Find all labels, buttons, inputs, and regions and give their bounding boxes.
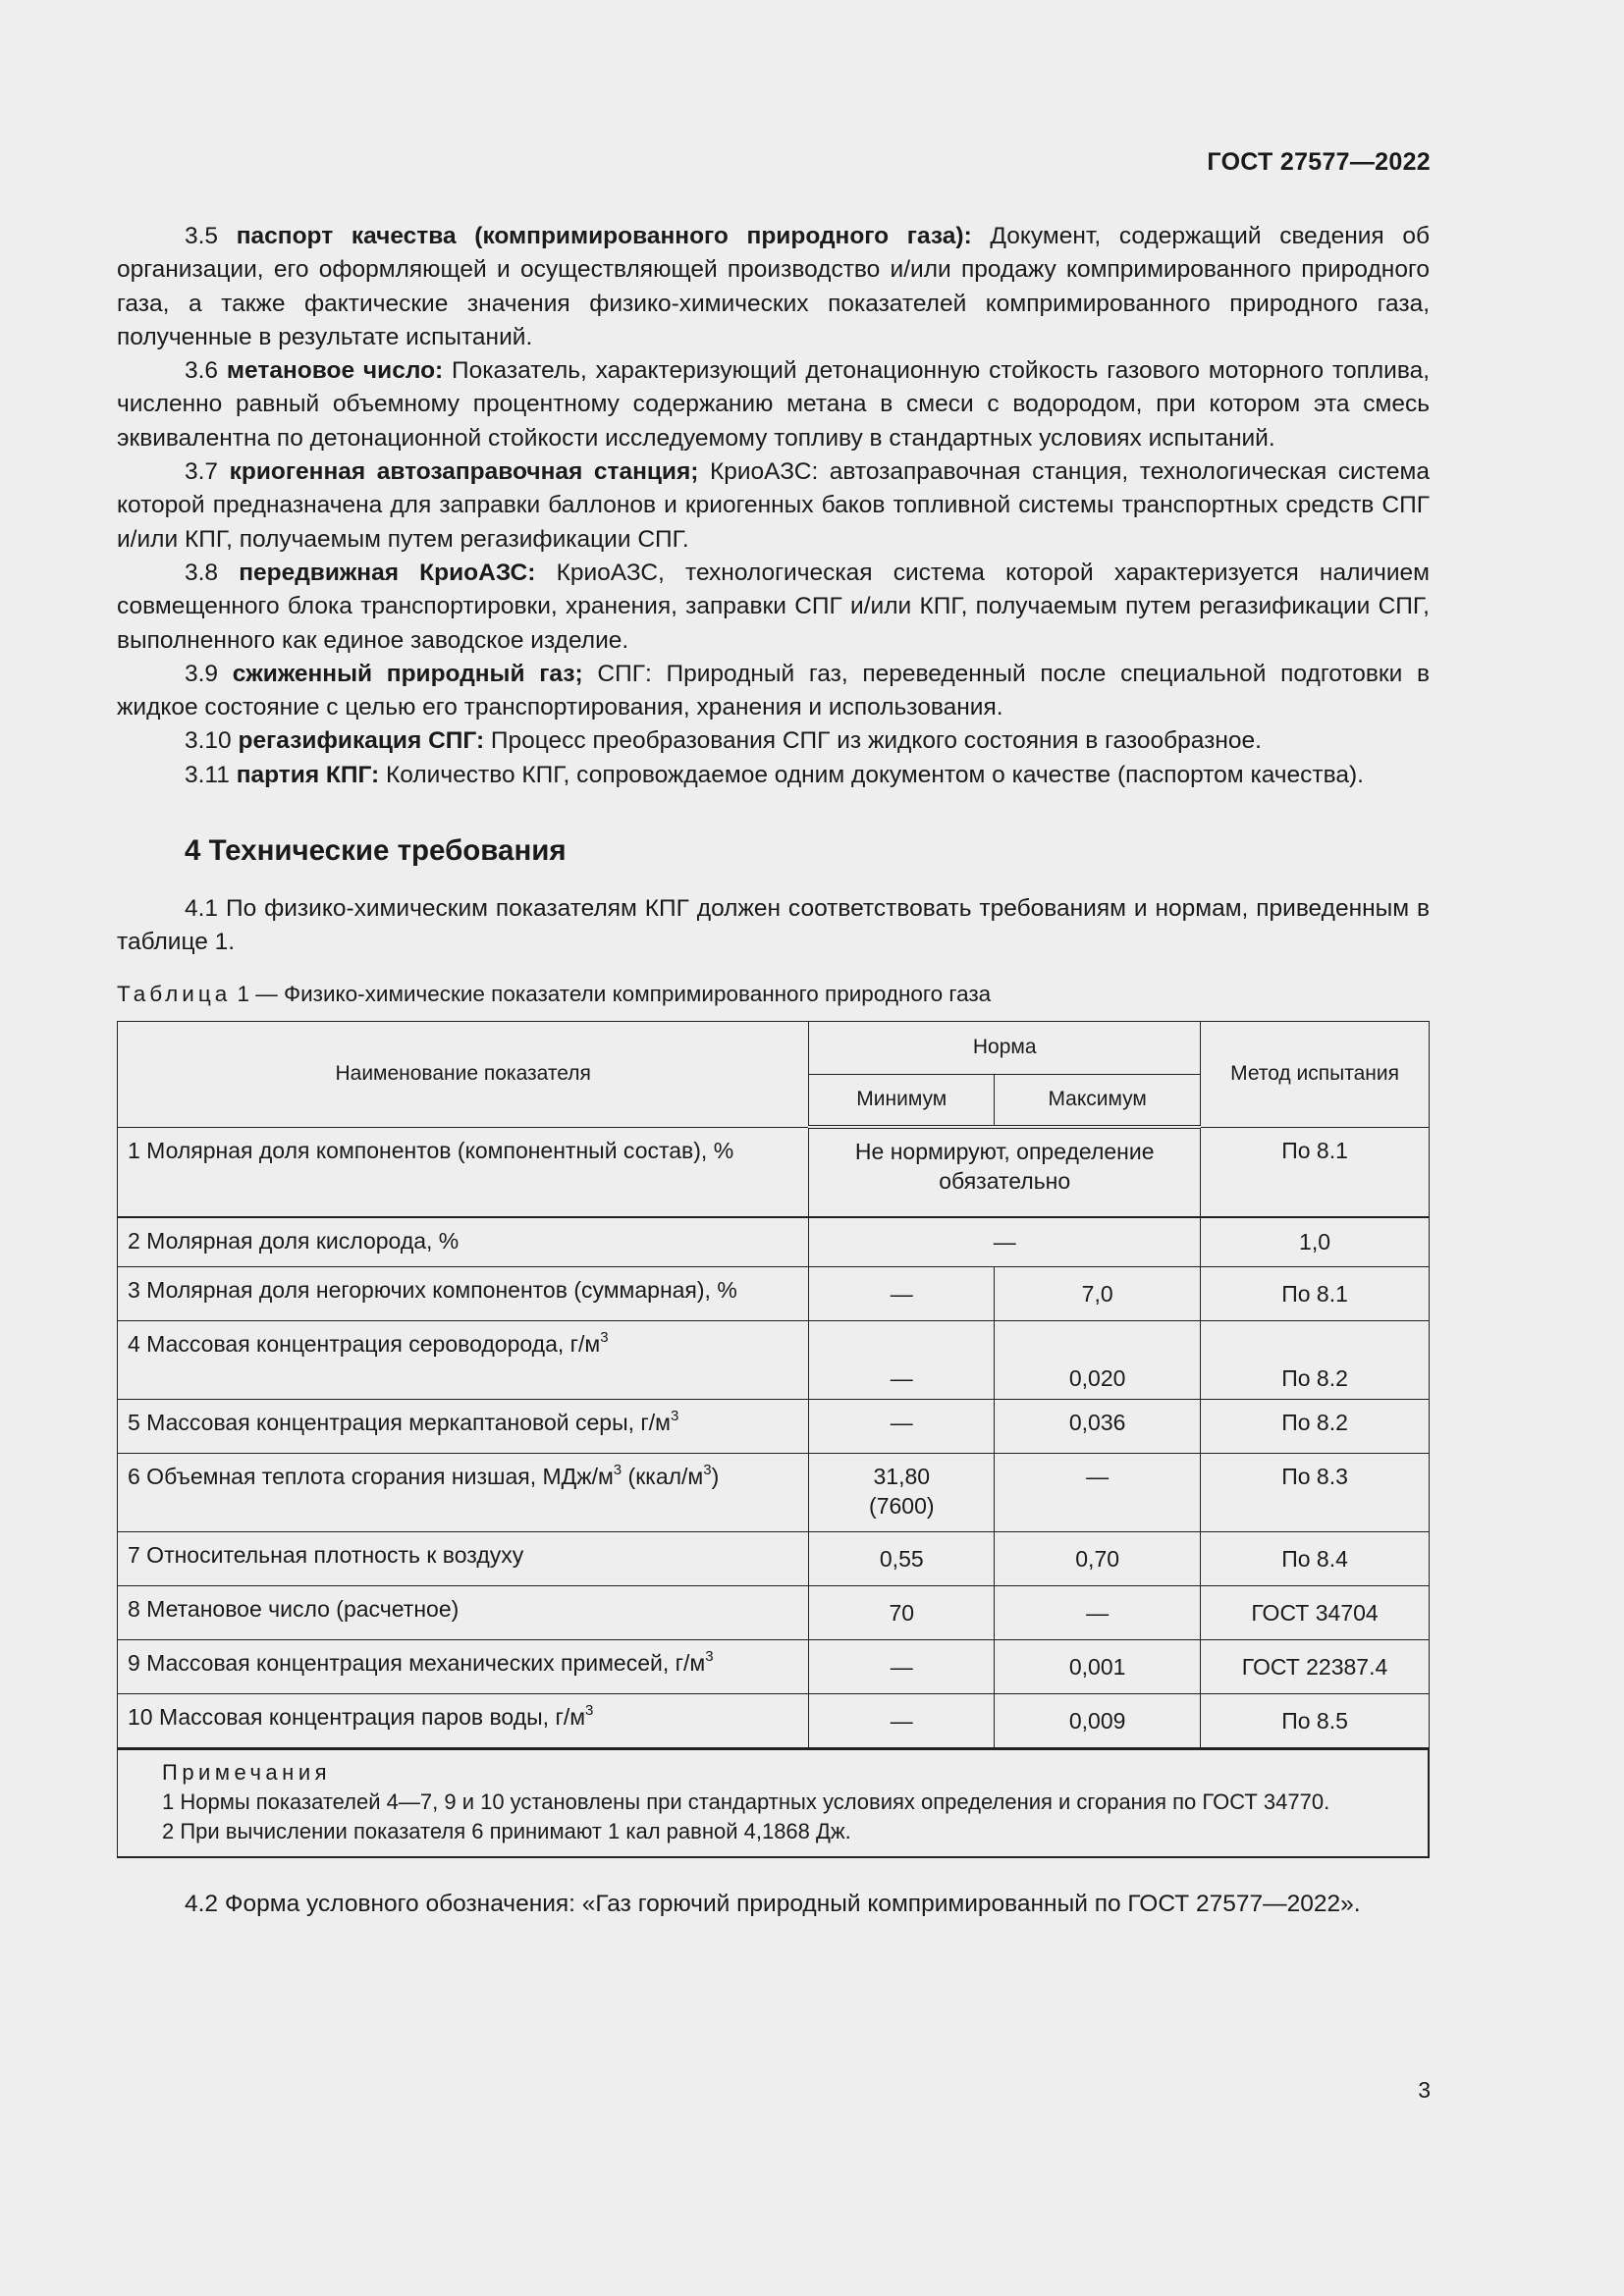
definition-term: криогенная автозаправочная станция; bbox=[229, 458, 699, 486]
definition-number: 3.7 bbox=[185, 458, 219, 486]
cell-min-value-line2: (7600) bbox=[869, 1492, 935, 1519]
page-content bbox=[117, 220, 1430, 1921]
cell-name bbox=[118, 1399, 809, 1453]
table-row bbox=[118, 1266, 1430, 1320]
unit-superscript: 3 bbox=[671, 1407, 679, 1424]
definition-term: сжиженный природный газ; bbox=[232, 660, 583, 687]
cell-method: 1,0 bbox=[1201, 1217, 1430, 1266]
cell-name-text: 4 Массовая концентрация сероводорода, г/м bbox=[128, 1330, 601, 1357]
cell-name bbox=[118, 1693, 809, 1747]
definition-text: Показатель, характеризующий детонационную стойкость газового моторного топлива, численно равный объемному процентному содержанию метана в смеси с водородом, при котором эта смесь эквивалентна по детонационной стойкости исследуемому топливу в стандартных условиях испытаний. bbox=[117, 357, 1431, 452]
definition-number: 3.6 bbox=[185, 357, 219, 385]
cell-min: 0,55 bbox=[809, 1531, 995, 1585]
cell-name-text: 6 Объемная теплота сгорания низшая, МДж/м bbox=[128, 1463, 614, 1489]
header-test-method: Метод испытания bbox=[1201, 1021, 1430, 1127]
table-row bbox=[118, 1531, 1430, 1585]
cell-max: 0,009 bbox=[995, 1693, 1201, 1747]
cell-max: 7,0 bbox=[995, 1266, 1201, 1320]
cell-method: ГОСТ 34704 bbox=[1201, 1585, 1430, 1639]
cell-norm-merged: Не нормируют, определение обязательно bbox=[809, 1127, 1201, 1217]
cell-max: — bbox=[995, 1453, 1201, 1531]
header-norm: Норма bbox=[809, 1021, 1201, 1074]
note-item: 1 Нормы показателей 4—7, 9 и 10 установлены при стандартных условиях определения и сгорания по ГОСТ 34770. bbox=[162, 1789, 1330, 1814]
definition-term: регазификация СПГ: bbox=[238, 727, 485, 755]
cell-name-text: 9 Массовая концентрация механических примесей, г/м bbox=[128, 1649, 706, 1676]
cell-norm-merged: — bbox=[809, 1217, 1201, 1266]
section-title: 4 Технические требования bbox=[185, 834, 567, 868]
definition-text: КриоАЗС, технологическая система которой характеризуется наличием совмещенного блока транспортировки, хранения, заправки СПГ и/или КПГ, получаемым путем регазификации СПГ, выполненного как единое заводское изделие. bbox=[117, 559, 1430, 654]
cell-method: По 8.5 bbox=[1201, 1693, 1430, 1747]
cell-method: По 8.2 bbox=[1201, 1399, 1430, 1453]
cell-method: По 8.3 bbox=[1201, 1453, 1430, 1531]
page-number: 3 bbox=[1418, 2077, 1431, 2103]
definitions-list bbox=[117, 220, 1430, 792]
requirements-table bbox=[117, 1021, 1430, 1748]
definition-3-7 bbox=[117, 455, 1430, 557]
definition-term: партия КПГ: bbox=[236, 761, 380, 788]
table-row bbox=[118, 1693, 1430, 1747]
definition-number: 3.5 bbox=[185, 223, 219, 249]
table-caption-text: 1 — Физико-химические показатели компримированного природного газа bbox=[231, 981, 992, 1006]
cell-name-text: (ккал/м bbox=[622, 1463, 704, 1489]
cell-min: — bbox=[809, 1693, 995, 1747]
definition-3-5 bbox=[117, 220, 1430, 354]
table-row bbox=[118, 1127, 1430, 1217]
paragraph-4-1: 4.1 По физико-химическим показателям КПГ должен соответствовать требованиям и нормам, приведенным в таблице 1. bbox=[117, 895, 1430, 956]
cell-min: — bbox=[809, 1639, 995, 1693]
unit-superscript: 3 bbox=[600, 1328, 609, 1346]
cell-min: — bbox=[809, 1399, 995, 1453]
definition-3-6 bbox=[117, 354, 1430, 455]
table-caption bbox=[117, 980, 1430, 1009]
cell-min-value: 31,80 bbox=[873, 1463, 931, 1489]
cell-name: 1 Молярная доля компонентов (компонентный состав), % bbox=[118, 1127, 809, 1217]
cell-method: По 8.1 bbox=[1201, 1266, 1430, 1320]
cell-name-text: 10 Массовая концентрация паров воды, г/м bbox=[128, 1703, 586, 1730]
header-minimum: Минимум bbox=[809, 1074, 995, 1127]
definition-term: метановое число: bbox=[226, 357, 444, 385]
table-row bbox=[118, 1585, 1430, 1639]
cell-max: 0,036 bbox=[995, 1399, 1201, 1453]
unit-superscript: 3 bbox=[705, 1647, 714, 1665]
definition-3-8 bbox=[117, 557, 1430, 658]
table-row bbox=[118, 1639, 1430, 1693]
cell-max: — bbox=[995, 1585, 1201, 1639]
cell-min: — bbox=[809, 1320, 995, 1399]
cell-name: 3 Молярная доля негорючих компонентов (суммарная), % bbox=[118, 1266, 809, 1320]
note-item: 2 При вычислении показателя 6 принимают 1 кал равной 4,1868 Дж. bbox=[162, 1818, 851, 1843]
definition-text: КриоАЗС: автозаправочная станция, технологическая система которой предназначена для заправки баллонов и криогенных баков топливной системы транспортных средств СПГ и/или КПГ, получаемым путем регазификации СПГ. bbox=[117, 458, 1431, 553]
definition-number: 3.8 bbox=[185, 559, 219, 586]
definition-number: 3.9 bbox=[185, 660, 219, 687]
definition-text: Количество КПГ, сопровождаемое одним документом о качестве (паспортом качества). bbox=[379, 761, 1364, 788]
definition-term: передвижная КриоАЗС: bbox=[239, 559, 536, 586]
cell-name: 7 Относительная плотность к воздуху bbox=[118, 1531, 809, 1585]
cell-min: — bbox=[809, 1266, 995, 1320]
table-notes bbox=[117, 1748, 1430, 1858]
paragraph-4-2: 4.2 Форма условного обозначения: «Газ горючий природный компримированный по ГОСТ 27577—2022». bbox=[185, 1890, 1361, 1917]
definition-3-11 bbox=[117, 759, 1430, 792]
definition-number: 3.11 bbox=[185, 761, 230, 788]
table-caption-prefix: Таблица bbox=[117, 981, 232, 1006]
cell-max: 0,001 bbox=[995, 1639, 1201, 1693]
definition-3-9 bbox=[117, 658, 1430, 725]
definition-number: 3.10 bbox=[185, 727, 232, 755]
cell-name-text: 5 Массовая концентрация меркаптановой серы, г/м bbox=[128, 1409, 671, 1435]
table-row bbox=[118, 1217, 1430, 1266]
cell-name bbox=[118, 1639, 809, 1693]
unit-superscript: 3 bbox=[613, 1461, 623, 1478]
cell-name: 2 Молярная доля кислорода, % bbox=[118, 1217, 809, 1266]
header-indicator-name: Наименование показателя bbox=[118, 1021, 809, 1127]
definition-3-10 bbox=[117, 724, 1430, 758]
cell-name: 8 Метановое число (расчетное) bbox=[118, 1585, 809, 1639]
definition-text: Процесс преобразования СПГ из жидкого состояния в газообразное. bbox=[484, 727, 1262, 755]
definition-text: Документ, содержащий сведения об организации, его оформляющей и осуществляющей производство и/или продажу компримированного природного газа, а также фактические значения физико-химических показателей компримированного природного газа, полученные в результате испытаний. bbox=[117, 223, 1430, 350]
header-maximum: Максимум bbox=[995, 1074, 1201, 1127]
table-row bbox=[118, 1320, 1430, 1399]
cell-max: 0,70 bbox=[995, 1531, 1201, 1585]
table-row bbox=[118, 1399, 1430, 1453]
unit-superscript: 3 bbox=[585, 1701, 594, 1719]
definition-term: паспорт качества (компримированного природного газа): bbox=[236, 223, 972, 249]
cell-name bbox=[118, 1453, 809, 1531]
cell-method: По 8.2 bbox=[1201, 1320, 1430, 1399]
table-row bbox=[118, 1453, 1430, 1531]
page-header-standard-code: ГОСТ 27577—2022 bbox=[1207, 148, 1431, 176]
unit-superscript: 3 bbox=[703, 1461, 712, 1478]
cell-method: ГОСТ 22387.4 bbox=[1201, 1639, 1430, 1693]
cell-min: 70 bbox=[809, 1585, 995, 1639]
cell-max: 0,020 bbox=[995, 1320, 1201, 1399]
cell-name bbox=[118, 1320, 809, 1399]
cell-method: По 8.1 bbox=[1201, 1127, 1430, 1217]
cell-method: По 8.4 bbox=[1201, 1531, 1430, 1585]
cell-min bbox=[809, 1453, 995, 1531]
definition-text: СПГ: Природный газ, переведенный после специальной подготовки в жидкое состояние с целью его транспортирования, хранения и использования. bbox=[117, 660, 1430, 721]
cell-name-text: ) bbox=[711, 1463, 720, 1489]
notes-title: Примечания bbox=[162, 1759, 332, 1785]
